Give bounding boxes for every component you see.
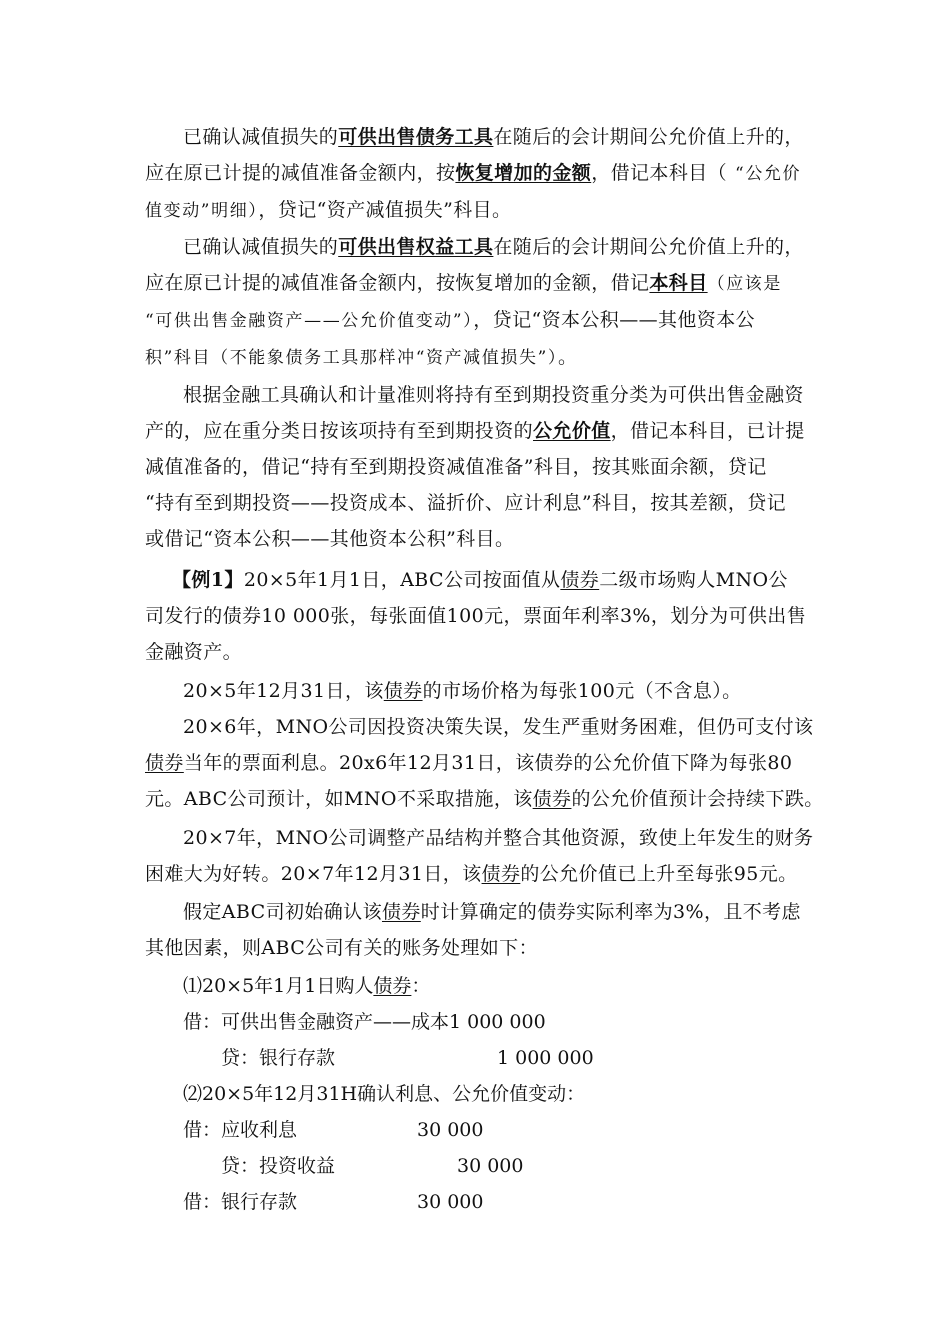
- paragraph-example-1: [145, 562, 810, 670]
- text-line: [145, 302, 810, 339]
- text: ，借记本科目（: [591, 162, 728, 184]
- paragraph-debt-impairment-reversal: [145, 119, 810, 229]
- text: ，借记本科目，已计提: [610, 420, 805, 442]
- paragraph-equity-impairment-reversal: [145, 229, 810, 376]
- journal-entry-debit-3-label: 借：银行存款: [183, 1191, 298, 1213]
- step-1-heading: [183, 968, 430, 1004]
- paragraph-year7: [145, 820, 814, 892]
- text: 在随后的会计期间公允价值上升的，: [493, 236, 804, 258]
- text-line: 根据金融工具确认和计量准则将持有至到期投资重分类为可供出售金融资: [183, 384, 804, 406]
- text: ：: [411, 975, 431, 997]
- text: 的市场价格为每张100元（不含息）。: [422, 680, 742, 702]
- text: 在随后的会计期间公允价值上升的，: [493, 126, 804, 148]
- text: “公允价: [735, 164, 802, 184]
- text: 二级市场购人MNO公: [599, 569, 788, 591]
- step-2-heading: ⑵20×5年12月31H确认利息、公允价值变动：: [183, 1083, 586, 1105]
- text: 已确认减值损失的: [183, 126, 339, 148]
- text-line: 金融资产。: [145, 641, 243, 663]
- text-line: 20×7年，MNO公司调整产品结构并整合其他资源，致使上年发生的财务: [183, 827, 814, 849]
- text-line: [145, 673, 810, 709]
- text-line: 减值准备的，借记“持有至到期投资减值准备”科目，按其账面余额，贷记: [145, 456, 767, 478]
- journal-entry-credit-2-label: 贷：投资收益: [221, 1155, 336, 1177]
- underlined-text: 债券: [373, 975, 412, 997]
- text: 应在原已计提的减值准备金额内，按恢复增加的金额，借记: [145, 272, 650, 294]
- underlined-text: 债券: [145, 752, 184, 774]
- text-line: [145, 562, 810, 598]
- text-line: [145, 119, 810, 155]
- emphasis-text: 可供出售债务工具: [338, 126, 494, 148]
- text: 时计算确定的债券实际利率为3%，且不考虑: [420, 901, 801, 923]
- journal-entry-credit-2-amount: 30 000: [457, 1155, 524, 1177]
- text: “可供出售金融资产——公允价值变动”）: [145, 311, 474, 331]
- text-line: [145, 192, 810, 229]
- text: 产的，应在重分类日按该项持有至到期投资的: [145, 420, 534, 442]
- text-line: “持有至到期投资——投资成本、溢折价、应计利息”科目，按其差额，贷记: [145, 492, 787, 514]
- text-line: [145, 155, 810, 192]
- text: 已确认减值损失的: [183, 236, 339, 258]
- emphasis-text: 恢复增加的金额: [455, 162, 592, 184]
- journal-entry-credit-1-label: 贷：银行存款: [221, 1047, 336, 1069]
- text: 值变动”明细）: [145, 201, 259, 221]
- emphasis-text: 本科目: [649, 272, 708, 294]
- journal-entry-debit-3-amount: 30 000: [417, 1191, 484, 1213]
- text-line: [145, 745, 810, 781]
- text: 20×5年1月1日，ABC公司按面值从: [243, 569, 561, 591]
- paragraph-year5-price: [145, 673, 810, 709]
- underlined-text: 债券: [532, 788, 572, 810]
- text-line: 其他因素，则ABC公司有关的账务处理如下：: [145, 937, 538, 959]
- text-line: [145, 229, 810, 265]
- text-line: [145, 894, 810, 930]
- text-line: [145, 413, 810, 449]
- text-line: [145, 781, 824, 817]
- underlined-text: 债券: [383, 680, 423, 702]
- journal-entry-credit-1-amount: 1 000 000: [497, 1047, 594, 1069]
- text: 。: [557, 346, 578, 368]
- text: 积”科目（不能象债务工具那样冲“资产减值损失”）: [145, 348, 558, 368]
- text-line: [145, 339, 810, 376]
- underlined-text: 债券: [481, 863, 521, 885]
- text-line: 司发行的债券10 000张，每张面值100元，票面年利率3%，划分为可供出售: [145, 605, 807, 627]
- text: 困难大为好转。20×7年12月31日，该: [145, 863, 482, 885]
- text: ⑴20×5年1月1日购人: [183, 975, 374, 997]
- emphasis-text: 公允价值: [533, 420, 611, 442]
- journal-entry-debit-2-label: 借：应收利息: [183, 1119, 298, 1141]
- text: （应该是: [707, 274, 783, 294]
- text: 元。ABC公司预计，如MNO不采取措施，该: [145, 788, 533, 810]
- paragraph-assumption: [145, 894, 810, 966]
- emphasis-text: 可供出售权益工具: [338, 236, 494, 258]
- paragraph-reclassification: [145, 377, 810, 557]
- example-label: 【例1】: [172, 569, 244, 591]
- text: 20×5年12月31日，该: [183, 680, 384, 702]
- journal-entry-debit-1: 借：可供出售金融资产——成本1 000 000: [183, 1011, 546, 1033]
- text: 的公允价值预计会持续下跌。: [571, 788, 824, 810]
- text-line: 或借记“资本公积——其他资本公积”科目。: [145, 528, 515, 550]
- text: 假定ABC司初始确认该: [183, 901, 382, 923]
- text-line: [145, 265, 810, 302]
- underlined-text: 债券: [560, 569, 600, 591]
- text: 的公允价值已上升至每张95元。: [520, 863, 798, 885]
- text: 当年的票面利息。20x6年12月31日，该债券的公允价值下降为每张80: [183, 752, 793, 774]
- text-line: [145, 856, 810, 892]
- underlined-text: 债券: [381, 901, 421, 923]
- paragraph-year6: [145, 709, 824, 817]
- text-line: 20×6年，MNO公司因投资决策失误，发生严重财务困难，但仍可支付该: [183, 716, 814, 738]
- text: 应在原已计提的减值准备金额内，按: [145, 162, 456, 184]
- journal-entry-debit-2-amount: 30 000: [417, 1119, 484, 1141]
- text: ，贷记“资产减值损失”科目。: [258, 199, 512, 221]
- text: ，贷记“资本公积——其他资本公: [473, 309, 755, 331]
